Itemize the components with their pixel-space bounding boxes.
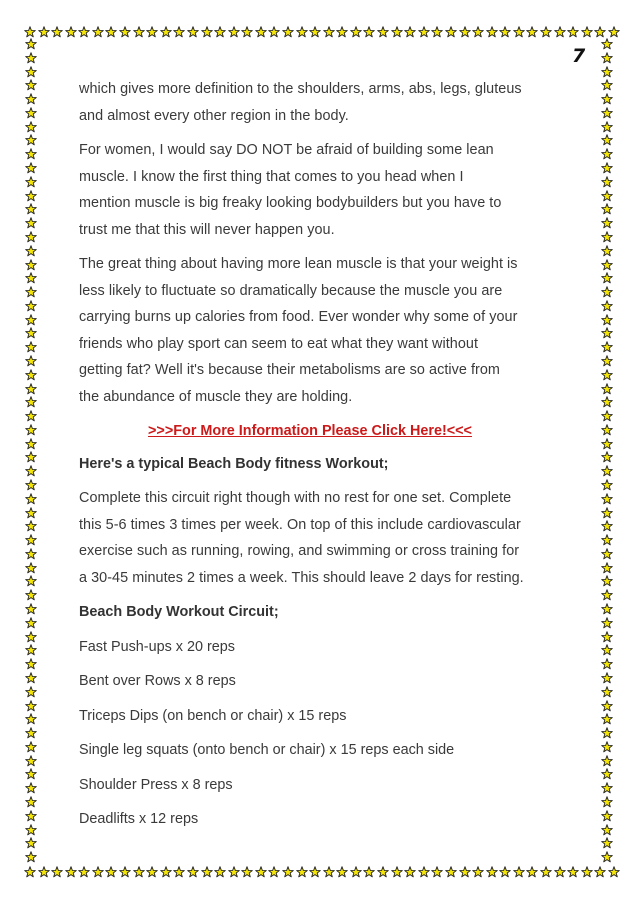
star-icon	[601, 327, 613, 339]
star-icon	[554, 26, 566, 38]
text-line: For women, I would say DO NOT be afraid of building some lean	[79, 142, 494, 158]
star-icon	[25, 603, 37, 615]
star-icon	[601, 796, 613, 808]
star-icon	[25, 162, 37, 174]
star-icon	[601, 493, 613, 505]
star-icon	[601, 79, 613, 91]
star-icon	[601, 851, 613, 863]
star-icon	[25, 134, 37, 146]
star-icon	[377, 866, 389, 878]
text-line: which gives more definition to the shoulders, arms, abs, legs, gluteus	[79, 81, 522, 97]
star-icon	[404, 866, 416, 878]
star-icon	[119, 26, 131, 38]
star-icon	[540, 26, 552, 38]
star-icon	[601, 686, 613, 698]
star-icon	[25, 52, 37, 64]
star-icon	[601, 93, 613, 105]
star-icon	[601, 341, 613, 353]
star-icon	[601, 741, 613, 753]
star-icon	[187, 26, 199, 38]
star-icon	[404, 26, 416, 38]
star-icon	[214, 26, 226, 38]
star-icon	[241, 26, 253, 38]
circuit-item: Triceps Dips (on bench or chair) x 15 reps	[79, 707, 347, 724]
star-icon	[25, 300, 37, 312]
star-icon	[336, 26, 348, 38]
circuit-item: Shoulder Press x 8 reps	[79, 776, 233, 793]
star-icon	[25, 534, 37, 546]
text-line: exercise such as running, rowing, and swimming or cross training for	[79, 543, 520, 559]
star-icon	[25, 700, 37, 712]
star-icon	[472, 866, 484, 878]
star-icon	[25, 245, 37, 257]
paragraph-3	[79, 251, 565, 410]
star-icon	[601, 631, 613, 643]
star-icon	[418, 26, 430, 38]
star-icon	[601, 700, 613, 712]
star-icon	[25, 341, 37, 353]
star-icon	[601, 396, 613, 408]
star-icon	[25, 672, 37, 684]
text-line: trust me that this will never happen you.	[79, 221, 335, 238]
workout-paragraph	[79, 485, 565, 591]
star-icon	[296, 26, 308, 38]
star-icon	[160, 26, 172, 38]
star-icon	[601, 589, 613, 601]
text-line: getting fat? Well it's because their metabolisms are so active from	[79, 362, 500, 378]
star-icon	[601, 107, 613, 119]
star-icon	[25, 631, 37, 643]
star-icon	[25, 410, 37, 422]
star-icon	[25, 272, 37, 284]
star-icon	[601, 810, 613, 822]
star-icon	[25, 741, 37, 753]
star-icon	[601, 507, 613, 519]
star-icon	[25, 562, 37, 574]
star-icon	[601, 727, 613, 739]
star-icon	[445, 26, 457, 38]
star-icon	[601, 66, 613, 78]
star-icon	[309, 26, 321, 38]
star-icon	[567, 866, 579, 878]
star-border-left	[25, 38, 39, 864]
star-icon	[25, 810, 37, 822]
star-icon	[25, 755, 37, 767]
star-icon	[201, 866, 213, 878]
star-icon	[201, 26, 213, 38]
star-icon	[601, 603, 613, 615]
star-icon	[601, 203, 613, 215]
star-icon	[25, 438, 37, 450]
star-icon	[25, 465, 37, 477]
star-icon	[601, 837, 613, 849]
star-icon	[25, 837, 37, 849]
star-icon	[78, 866, 90, 878]
paragraph-1	[79, 76, 565, 129]
circuit-heading: Beach Body Workout Circuit;	[79, 604, 279, 620]
star-icon	[391, 26, 403, 38]
star-icon	[601, 782, 613, 794]
star-icon	[25, 286, 37, 298]
star-icon	[459, 26, 471, 38]
star-icon	[25, 782, 37, 794]
star-icon	[25, 203, 37, 215]
star-icon	[25, 796, 37, 808]
star-icon	[282, 26, 294, 38]
star-icon	[25, 259, 37, 271]
star-icon	[601, 314, 613, 326]
star-icon	[472, 26, 484, 38]
star-icon	[25, 686, 37, 698]
star-icon	[25, 617, 37, 629]
star-icon	[601, 245, 613, 257]
star-icon	[214, 866, 226, 878]
star-icon	[92, 26, 104, 38]
text-line: less likely to fluctuate so dramatically because the muscle you are	[79, 282, 503, 299]
star-icon	[601, 713, 613, 725]
star-icon	[377, 26, 389, 38]
text-line: muscle. I know the first thing that comes to you head when I	[79, 168, 464, 185]
star-icon	[187, 866, 199, 878]
circuit-item: Single leg squats (onto bench or chair) x 15 reps each side	[79, 742, 455, 758]
star-icon	[25, 479, 37, 491]
star-icon	[601, 658, 613, 670]
star-icon	[24, 26, 36, 38]
star-icon	[601, 190, 613, 202]
circuit-item: Bent over Rows x 8 reps	[79, 673, 236, 689]
star-icon	[601, 369, 613, 381]
star-icon	[601, 824, 613, 836]
star-icon	[38, 26, 50, 38]
star-icon	[25, 644, 37, 656]
star-icon	[25, 121, 37, 133]
star-icon	[601, 259, 613, 271]
star-icon	[173, 26, 185, 38]
star-icon	[526, 866, 538, 878]
star-icon	[601, 617, 613, 629]
star-icon	[601, 121, 613, 133]
star-icon	[255, 866, 267, 878]
star-icon	[601, 410, 613, 422]
star-icon	[255, 26, 267, 38]
star-icon	[601, 217, 613, 229]
star-icon	[65, 866, 77, 878]
star-icon	[601, 134, 613, 146]
star-icon	[173, 866, 185, 878]
star-icon	[146, 26, 158, 38]
star-icon	[25, 190, 37, 202]
text-line: carrying burns up calories from food. Ever wonder why some of your	[79, 309, 518, 325]
star-icon	[25, 66, 37, 78]
star-icon	[323, 866, 335, 878]
star-icon	[459, 866, 471, 878]
star-icon	[25, 575, 37, 587]
star-icon	[24, 866, 36, 878]
star-icon	[268, 26, 280, 38]
star-icon	[268, 866, 280, 878]
star-icon	[601, 300, 613, 312]
star-icon	[296, 866, 308, 878]
star-icon	[25, 589, 37, 601]
star-icon	[25, 493, 37, 505]
star-icon	[25, 713, 37, 725]
star-icon	[25, 520, 37, 532]
page-number: 7	[572, 45, 586, 67]
star-icon	[601, 644, 613, 656]
star-icon	[25, 355, 37, 367]
text-line: a 30-45 minutes 2 times a week. This should leave 2 days for resting.	[79, 569, 524, 586]
star-icon	[601, 672, 613, 684]
star-border-top	[24, 26, 620, 40]
star-icon	[51, 26, 63, 38]
star-icon	[601, 465, 613, 477]
star-icon	[241, 866, 253, 878]
circuit-item: Fast Push-ups x 20 reps	[79, 638, 235, 655]
star-icon	[594, 866, 606, 878]
star-icon	[601, 272, 613, 284]
star-icon	[92, 866, 104, 878]
star-icon	[499, 26, 511, 38]
star-icon	[608, 866, 620, 878]
star-icon	[336, 866, 348, 878]
star-icon	[499, 866, 511, 878]
text-line: friends who play sport can seem to eat what they want without	[79, 335, 479, 352]
page-content	[79, 76, 565, 841]
star-icon	[601, 286, 613, 298]
text-line: and almost every other region in the body.	[79, 107, 349, 124]
star-icon	[146, 866, 158, 878]
star-icon	[431, 866, 443, 878]
text-line: the abundance of muscle they are holding.	[79, 388, 353, 405]
star-icon	[25, 658, 37, 670]
star-icon	[65, 26, 77, 38]
star-icon	[228, 26, 240, 38]
star-icon	[608, 26, 620, 38]
star-icon	[25, 327, 37, 339]
star-icon	[228, 866, 240, 878]
star-icon	[601, 231, 613, 243]
star-icon	[486, 26, 498, 38]
star-icon	[601, 438, 613, 450]
star-icon	[25, 851, 37, 863]
star-icon	[350, 866, 362, 878]
star-icon	[445, 866, 457, 878]
star-icon	[25, 451, 37, 463]
star-icon	[363, 866, 375, 878]
more-information-link[interactable]: >>>For More Information Please Click Here!<<<	[148, 423, 472, 439]
star-icon	[25, 383, 37, 395]
star-icon	[391, 866, 403, 878]
star-icon	[25, 396, 37, 408]
text-line: mention muscle is big freaky looking bodybuilders but you have to	[79, 195, 502, 211]
star-icon	[105, 866, 117, 878]
star-icon	[581, 866, 593, 878]
star-icon	[601, 38, 613, 50]
star-icon	[78, 26, 90, 38]
star-icon	[601, 162, 613, 174]
star-icon	[51, 866, 63, 878]
star-icon	[25, 38, 37, 50]
star-icon	[25, 217, 37, 229]
star-icon	[25, 824, 37, 836]
star-icon	[567, 26, 579, 38]
text-line: this 5-6 times 3 times per week. On top of this include cardiovascular	[79, 516, 521, 533]
star-icon	[25, 176, 37, 188]
star-icon	[601, 383, 613, 395]
star-icon	[363, 26, 375, 38]
star-icon	[418, 866, 430, 878]
star-icon	[601, 534, 613, 546]
paragraph-2	[79, 137, 565, 243]
star-icon	[513, 26, 525, 38]
star-icon	[25, 768, 37, 780]
star-icon	[350, 26, 362, 38]
star-icon	[25, 93, 37, 105]
star-icon	[601, 355, 613, 367]
star-icon	[513, 866, 525, 878]
star-icon	[25, 231, 37, 243]
star-icon	[119, 866, 131, 878]
star-icon	[601, 520, 613, 532]
text-line: Complete this circuit right though with no rest for one set. Complete	[79, 490, 512, 506]
star-icon	[601, 451, 613, 463]
star-icon	[601, 575, 613, 587]
star-icon	[105, 26, 117, 38]
star-icon	[133, 26, 145, 38]
star-icon	[282, 866, 294, 878]
star-icon	[601, 548, 613, 560]
star-icon	[309, 866, 321, 878]
star-icon	[133, 866, 145, 878]
star-icon	[601, 424, 613, 436]
text-line: The great thing about having more lean muscle is that your weight is	[79, 256, 518, 272]
star-icon	[601, 52, 613, 64]
star-border-right	[601, 38, 615, 864]
star-icon	[25, 424, 37, 436]
star-icon	[554, 866, 566, 878]
star-icon	[486, 866, 498, 878]
star-icon	[25, 148, 37, 160]
star-icon	[160, 866, 172, 878]
star-icon	[540, 866, 552, 878]
star-icon	[25, 548, 37, 560]
star-icon	[601, 768, 613, 780]
star-icon	[594, 26, 606, 38]
circuit-item: Deadlifts x 12 reps	[79, 811, 199, 827]
star-icon	[323, 26, 335, 38]
star-icon	[526, 26, 538, 38]
star-icon	[601, 176, 613, 188]
star-icon	[601, 755, 613, 767]
star-icon	[25, 507, 37, 519]
star-border-bottom	[24, 866, 620, 880]
star-icon	[581, 26, 593, 38]
workout-heading: Here's a typical Beach Body fitness Workout;	[79, 455, 389, 472]
star-icon	[601, 562, 613, 574]
star-icon	[25, 107, 37, 119]
star-icon	[431, 26, 443, 38]
star-icon	[25, 79, 37, 91]
star-icon	[25, 369, 37, 381]
star-icon	[38, 866, 50, 878]
star-icon	[25, 314, 37, 326]
star-icon	[25, 727, 37, 739]
star-icon	[601, 148, 613, 160]
star-icon	[601, 479, 613, 491]
circuit-list	[79, 634, 565, 833]
